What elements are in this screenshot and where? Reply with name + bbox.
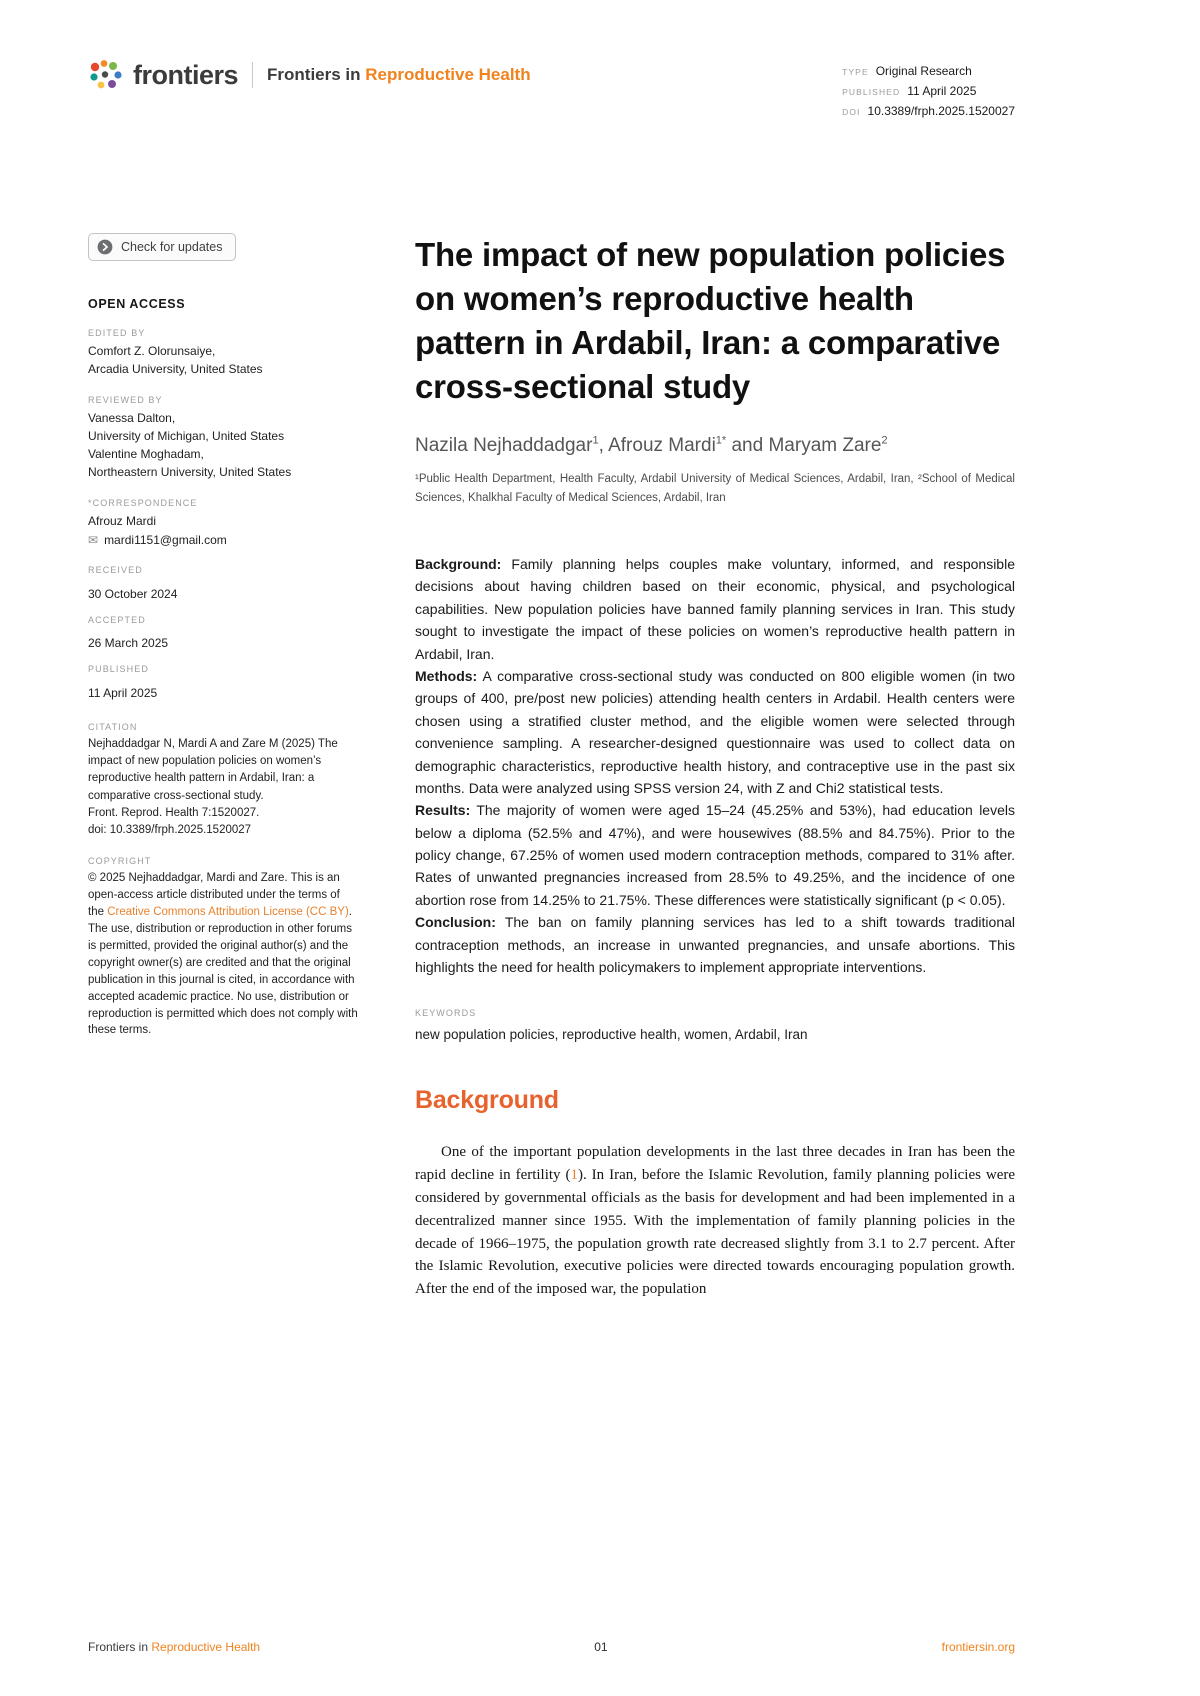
article-title: The impact of new population policies on women’s reproductive health pattern in Ardabil, Iran: a comparative cross-sectional study [415, 236, 1006, 406]
footer-journal-prefix: Frontiers in [88, 1640, 149, 1654]
accepted-row [88, 614, 358, 656]
reviewer-name: Vanessa Dalton, [88, 411, 176, 426]
author [415, 435, 608, 456]
edited-by-block [88, 328, 358, 378]
author-name: Nazila Nejhaddadgar [415, 435, 593, 457]
envelope-icon: ✉ [88, 533, 99, 548]
accepted-label: ACCEPTED [88, 614, 146, 625]
article-main [415, 233, 1015, 1301]
author-separator: and [726, 435, 769, 457]
copyright-label: COPYRIGHT [88, 856, 152, 867]
reference-link-1[interactable]: 1 [570, 1167, 578, 1184]
meta-published-value: 11 April 2025 [907, 83, 977, 98]
citation-block [88, 722, 358, 840]
content-columns [88, 233, 1015, 1301]
journal-title [267, 65, 531, 85]
frontiers-brand [88, 58, 531, 92]
accepted-value: 26 March 2025 [88, 636, 169, 651]
journal-title-prefix: Frontiers in [267, 65, 361, 84]
citation-doi: doi: 10.3389/frph.2025.1520027 [88, 824, 252, 837]
reviewed-by-label: REVIEWED BY [88, 395, 163, 406]
meta-type-label: TYPE [842, 67, 869, 77]
abstract [415, 553, 1015, 978]
crossmark-icon [97, 239, 113, 255]
frontiers-wordmark: frontiers [133, 59, 239, 90]
meta-type-value: Original Research [875, 64, 972, 78]
meta-published-label: PUBLISHED [842, 86, 901, 97]
frontiers-logo-icon [88, 58, 124, 92]
section-heading-background: Background [415, 1086, 559, 1115]
correspondence-label: *CORRESPONDENCE [88, 498, 198, 509]
correspondence-name: Afrouz Mardi [88, 514, 157, 529]
author-name: Afrouz Mardi [608, 435, 716, 457]
abstract-conclusion [415, 911, 1015, 978]
published-value: 11 April 2025 [88, 685, 158, 700]
abstract-conclusion-label: Conclusion: [415, 914, 496, 931]
keywords-label: KEYWORDS [415, 1008, 477, 1019]
citation-label: CITATION [88, 721, 138, 732]
abstract-background-label: Background: [415, 556, 502, 572]
correspondence-email-row [88, 533, 358, 547]
author-superscript: 1* [715, 434, 727, 447]
keywords-text: new population policies, reproductive health, women, Ardabil, Iran [415, 1027, 808, 1043]
footer-site-link[interactable]: frontiersin.org [941, 1640, 1015, 1654]
editor-affiliation: Arcadia University, United States [88, 362, 263, 377]
article-meta [842, 58, 1015, 121]
abstract-results-label: Results: [415, 802, 471, 819]
cc-by-license-link[interactable]: Creative Commons Attribution License (CC BY) [107, 906, 349, 919]
citation-source: Front. Reprod. Health 7:1520027. [88, 806, 260, 819]
correspondence-block [88, 498, 358, 547]
abstract-conclusion-text: The ban on family planning services has led to a shift towards traditional contraception methods, an increase in unwanted pregnancies, and unsafe abortions. This highlights the need for health policymakers to implement appropriate interventions. [415, 914, 1016, 976]
copyright-text-post: . The use, distribution or reproduction in other forums is permitted, provided the original author(s) and the copyright owner(s) are credited and that the original publication in this journal is cited, in accordance with accepted academic practice. No use, distribution or reproduction is permitted which does not comply with these terms. [88, 906, 358, 1037]
received-row [88, 564, 358, 606]
meta-doi-row [842, 102, 1015, 122]
author-separator: , [598, 435, 609, 457]
footer-journal [88, 1640, 260, 1654]
body-paragraph-post: ). In Iran, before the Islamic Revolution, family planning policies were considered by governmental officials as the basis for development and had been implemented in a decentralized manner since 1955. With the implementation of family planning policies in the decade of 1966–1975, the population growth rate decreased slightly from 3.1 to 2.7 percent. After the Islamic Revolution, executive policies were directed towards encouraging population growth. After the end of the imposed war, the population [415, 1167, 1016, 1298]
article-sidebar [88, 233, 358, 1301]
copyright-block [88, 856, 358, 1039]
abstract-results [415, 799, 1015, 911]
reviewer-affiliation: University of Michigan, United States [88, 429, 285, 444]
correspondence-email[interactable]: mardi1151@gmail.com [104, 533, 227, 548]
received-label: RECEIVED [88, 565, 143, 576]
body-paragraph [415, 1141, 1015, 1301]
reviewer-name: Valentine Moghadam, [88, 447, 204, 462]
abstract-methods-text: A comparative cross-sectional study was conducted on 800 eligible women (in two groups of 400, pre/post new policies) attending health centers in Ardabil. Health centers were chosen using a stratified cluster method, and the eligible women were selected through convenience sampling. A researcher-designed questionnaire was used to collect data on demographic characteristics, reproductive health history, and contraceptive use in the past six months. Data were analyzed using SPSS version 24, with Z and Chi2 statistical tests. [415, 667, 1015, 796]
abstract-background-text: Family planning helps couples make voluntary, informed, and responsible decisions about having children based on their economic, physical, and psychological capabilities. New population policies have banned family planning services in Iran. This study sought to investigate the impact of these policies on women’s reproductive health pattern in Ardabil, Iran. [415, 556, 1015, 662]
copyright-text-pre: © 2025 Nejhaddadgar, Mardi and Zare. This is an open-access article distributed under the terms of the [88, 872, 340, 919]
author-superscript: 2 [881, 434, 888, 447]
abstract-methods [415, 665, 1015, 799]
meta-doi-label: DOI [842, 106, 861, 117]
author-superscript: 1 [592, 434, 599, 447]
published-label: PUBLISHED [88, 664, 149, 675]
authors-line [415, 435, 1015, 457]
received-value: 30 October 2024 [88, 586, 178, 601]
footer-journal-name: Reproductive Health [151, 1640, 261, 1654]
author [768, 435, 887, 456]
author [608, 435, 768, 456]
published-row [88, 663, 358, 705]
edited-by-label: EDITED BY [88, 328, 146, 339]
body-paragraph-pre: One of the important population developments in the last three decades in Iran has been the rapid decline in fertility ( [415, 1144, 1015, 1184]
editor-name: Comfort Z. Olorunsaiye, [88, 344, 216, 359]
citation-text: Nejhaddadgar N, Mardi A and Zare M (2025) The impact of new population policies on women’s reproductive health pattern in Ardabil, Iran: a comparative cross-sectional study. [88, 737, 338, 802]
keywords-block [415, 1008, 1015, 1042]
copyright-text [88, 870, 358, 1039]
meta-published-row [842, 82, 1015, 102]
abstract-results-text: The majority of women were aged 15–24 (45.25% and 53%), had education levels below a diploma (52.5% and 47%), and were housewives (88.5% and 84.75%). Prior to the policy change, 67.25% of women used modern contraception methods, compared to 31% after. Rates of unwanted pregnancies increased from 28.5% to 49.25%, and the incidence of one abortion rose from 14.25% to 21.75%. These differences were statistically significant (p < 0.05). [415, 802, 1015, 908]
reviewed-by-block [88, 395, 358, 481]
meta-type-row [842, 62, 1015, 82]
reviewer-affiliation: Northeastern University, United States [88, 465, 292, 480]
check-for-updates-button[interactable] [88, 233, 236, 261]
author-name: Maryam Zare [768, 435, 882, 457]
journal-title-name: Reproductive Health [365, 65, 531, 84]
open-access-label: OPEN ACCESS [88, 297, 186, 312]
abstract-background [415, 553, 1015, 665]
check-for-updates-label: Check for updates [121, 240, 223, 255]
page-footer [88, 1640, 1015, 1654]
abstract-methods-label: Methods: [415, 667, 478, 684]
journal-header [88, 58, 1015, 121]
meta-doi-value: 10.3389/frph.2025.1520027 [867, 103, 1015, 118]
header-divider [252, 62, 253, 88]
affiliations: ¹Public Health Department, Health Faculty, Ardabil University of Medical Sciences, Ardabil, Iran, ²School of Medical Sciences, Khalkhal Faculty of Medical Sciences, Ardabil, Iran [415, 473, 1015, 504]
page-number: 01 [594, 1640, 608, 1654]
